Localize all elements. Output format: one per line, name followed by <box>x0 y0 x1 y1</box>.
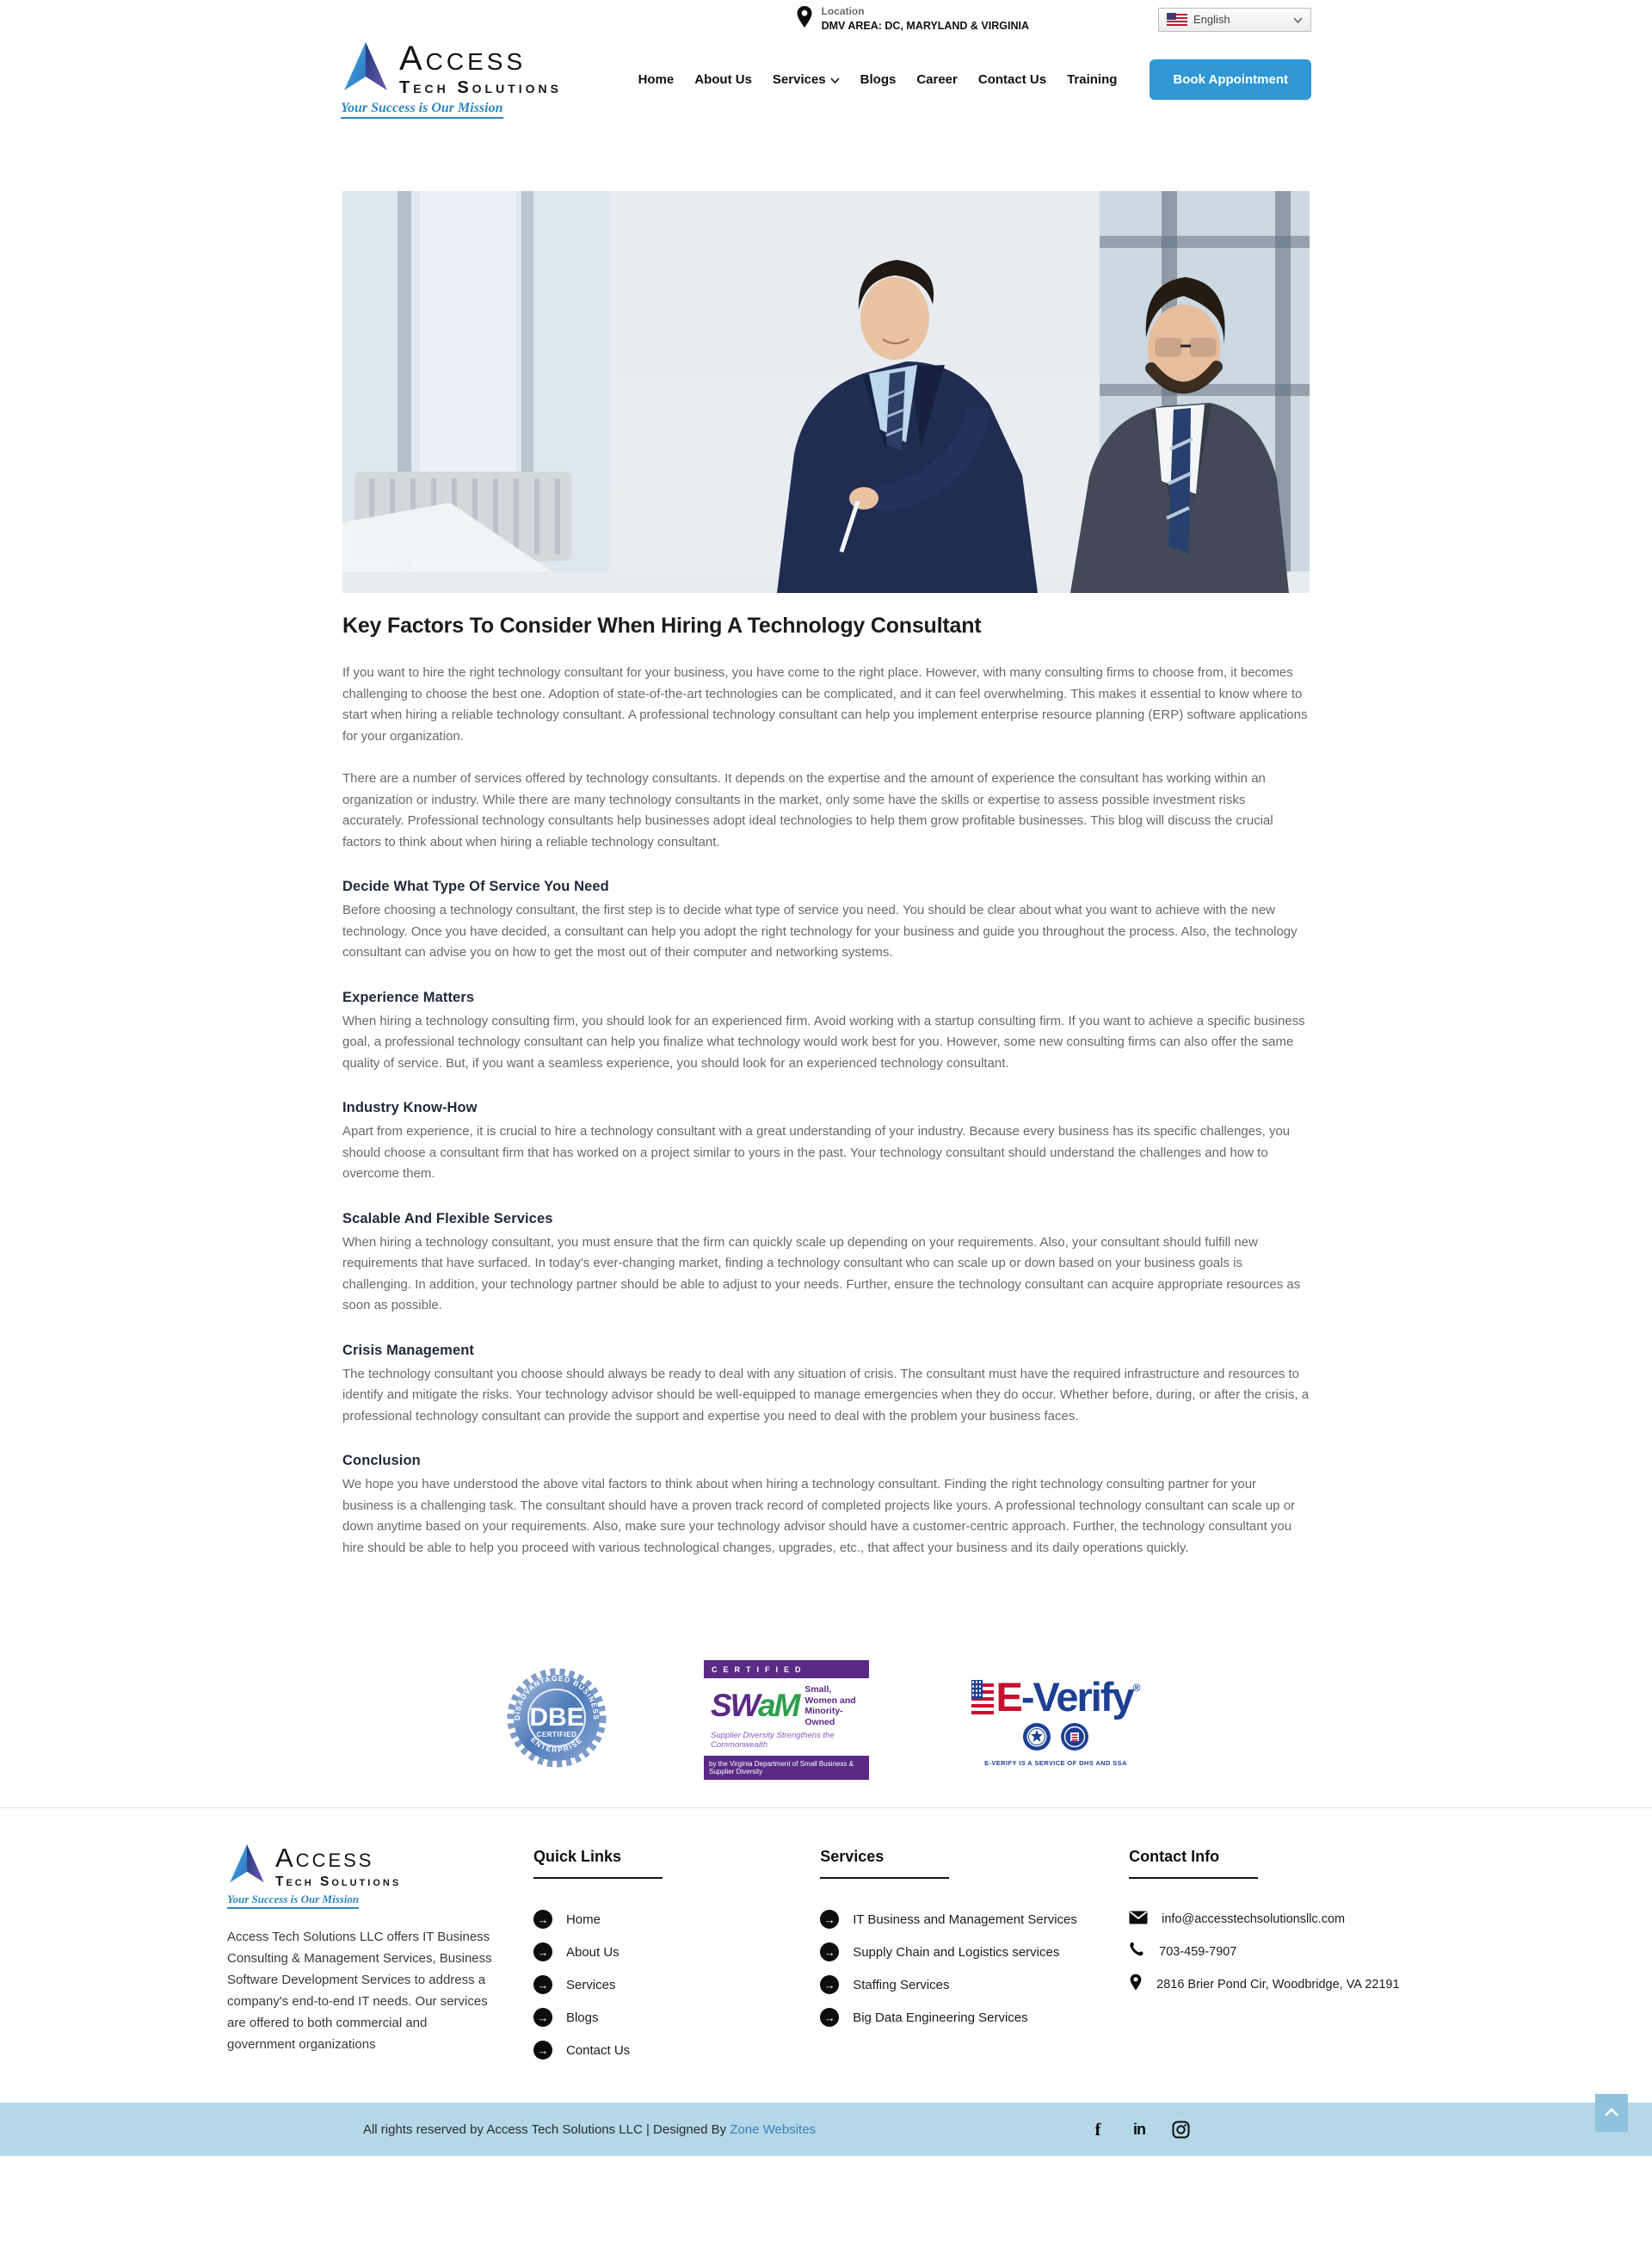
contact-phone[interactable]: 703-459-7907 <box>1129 1942 1425 1961</box>
section-body: We hope you have understood the above vital factors to think about when hiring a technology consultant. Finding the right technology consulting partner for your business is a challenging task. The consultant should have a proven track record of completed projects like yours. A professional technology consultant can scale up or down anytime based on your requirements. Also, make sure your technology advisor should have a customer-centric approach. Further, the technology consultant you hire should be able to help you proceed with various technological changes, upgrades, etc., that affect your business and its daily operations quickly. <box>342 1477 1296 1555</box>
everify-badge <box>965 1673 1146 1767</box>
logo-line2: Tech Solutions <box>275 1874 402 1889</box>
arrow-circle-icon: → <box>820 1975 839 1994</box>
footer-about-column <box>227 1843 495 2073</box>
dbe-arc-top-text: DISADVANTAGED BUSINESS <box>512 1673 601 1721</box>
section-heading: Crisis Management <box>342 1342 474 1358</box>
ssa-seal-icon <box>1060 1722 1089 1756</box>
location-pin-icon <box>1129 1973 1143 1996</box>
instagram-icon[interactable] <box>1171 2120 1190 2139</box>
nav-item-blogs[interactable]: Blogs <box>860 72 897 87</box>
section-heading: Decide What Type Of Service You Need <box>342 879 609 894</box>
article-paragraph: If you want to hire the right technology consultant for your business, you have come to the right place. However, with many consulting firms to choose from, it becomes challenging to choose the best one. Adoption of state-of-the-art technologies can be complicated, and it can feel overwhelming. This makes it essential to know where to start when hiring a reliable technology consultant. A professional technology consultant can help you implement enterprise resource planning (ERP) software applications for your organization. <box>342 665 1308 744</box>
footer-link-home[interactable]: → Home <box>533 1910 732 1929</box>
footer <box>0 1807 1652 2103</box>
article-paragraph: There are a number of services offered by technology consultants. It depends on the expertise and the amount of experience the consultant has working within an organization or industry. While there are many technology consultants in the market, only some have the skills or expertise to assess possible investment risks accurately. Professional technology consultants help businesses adopt ideal technologies to help them grow profitable businesses. This blog will discuss the crucial factors to think about when hiring a reliable technology consultant. <box>342 771 1273 849</box>
location-block <box>796 5 1029 34</box>
logo-tagline: Your Success is Our Mission <box>341 101 503 119</box>
section-body: The technology consultant you choose should always be ready to deal with any situation of crisis. The consultant must have the required infrastructure and resources to identify and mitigate the risks. Your technology advisor should be well-equipped to manage emergencies when they do occur. Whether before, during, or after the crisis, a professional technology consultant can provide the support and expertise you need to deal with the problem your business faces. <box>342 1366 1310 1424</box>
footer-service-big-data[interactable]: → Big Data Engineering Services <box>820 2008 1103 2027</box>
footer-link-blogs[interactable]: → Blogs <box>533 2008 732 2027</box>
arrow-circle-icon: → <box>533 1975 552 1994</box>
logo-line2: Tech Solutions <box>399 78 563 97</box>
certification-badges <box>0 1660 1652 1780</box>
logo-line1: Access <box>275 1842 374 1873</box>
quick-links-title: Quick Links <box>533 1848 732 1879</box>
arrow-circle-icon: → <box>820 1910 839 1929</box>
article-title: Key Factors To Consider When Hiring A Technology Consultant <box>342 614 982 638</box>
chevron-down-icon <box>830 72 840 87</box>
copyright-text: All rights reserved by Access Tech Solutions LLC | Designed By Zone Websites <box>362 2121 817 2137</box>
footer-link-services[interactable]: → Services <box>533 1975 732 1994</box>
language-value: English <box>1193 13 1230 26</box>
arrow-circle-icon: → <box>533 2041 552 2060</box>
nav-item-training[interactable]: Training <box>1067 72 1118 87</box>
contact-email[interactable]: info@accesstechsolutionsllc.com <box>1129 1910 1425 1929</box>
phone-icon <box>1129 1942 1145 1962</box>
chevron-up-icon <box>1605 2105 1618 2121</box>
swam-certified-label: CERTIFIED <box>704 1660 869 1678</box>
nav-item-home[interactable]: Home <box>638 72 675 87</box>
topbar <box>0 0 1652 34</box>
nav-item-contact-us[interactable]: Contact Us <box>977 72 1047 87</box>
bottom-bar <box>0 2103 1652 2156</box>
chevron-down-icon <box>1293 12 1303 28</box>
section-body: When hiring a technology consulting firm, you should look for an experienced firm. Avoid working with a startup consulting firm. If you want to achieve a specific business goal, a professional technology consultant can help you finalize what technology would work best for you. However, some new consulting firms can also offer the same quality of service. But, if you want a seamless experience, you should look for an experienced technology consultant. <box>342 1013 1305 1071</box>
location-value: DMV AREA: DC, MARYLAND & VIRGINIA <box>821 20 1029 32</box>
linkedin-icon[interactable]: in <box>1133 2120 1145 2138</box>
dbe-main-text: DBE <box>529 1703 584 1732</box>
footer-link-about-us[interactable]: → About Us <box>533 1942 732 1961</box>
location-label: Location <box>821 5 865 17</box>
dbe-certified-text: CERTIFIED <box>536 1731 577 1738</box>
us-flag-icon <box>1167 13 1187 26</box>
services-title: Services <box>820 1848 1103 1879</box>
section-heading: Conclusion <box>342 1453 421 1468</box>
footer-quick-links-column <box>533 1843 732 2073</box>
arrow-circle-icon: → <box>820 2008 839 2027</box>
section-body: Before choosing a technology consultant, the first step is to decide what type of service you need. You should be clear about what you want to achieve with the new technology. Once you have decided, a consultant can help you adopt the right technology for your business and guide you throughout the process. Also, the technology consultant can advise you on how to get the most out of their computer and networking systems. <box>342 903 1298 960</box>
everify-wordmark: -Verify <box>1020 1674 1133 1720</box>
social-links <box>1088 2120 1190 2139</box>
swam-descriptor: Small, Women and Minority-Owned <box>804 1684 856 1727</box>
everify-caption: E-VERIFY IS A SERVICE OF DHS AND SSA <box>984 1759 1127 1767</box>
footer-services-column <box>820 1843 1103 2073</box>
nav-item-services[interactable]: Services <box>773 72 840 87</box>
section-body: Apart from experience, it is crucial to hire a technology consultant with a great understanding of your industry. Because every business has its specific challenges, you should choose a consultant firm that has worked on a project similar to yours in the past. Your technology consultant should understand the challenges and how to overcome them. <box>342 1124 1291 1181</box>
everify-e: E <box>996 1674 1021 1720</box>
dbe-arc-bottom-text: ENTERPRISE <box>528 1735 585 1755</box>
envelope-icon <box>1129 1911 1148 1929</box>
scroll-to-top-button[interactable] <box>1595 2094 1628 2132</box>
swam-tagline: Supplier Diversity Strengthens the Commonwealth <box>711 1731 835 1750</box>
site-logo[interactable] <box>341 40 562 119</box>
arrow-circle-icon: → <box>533 2008 552 2027</box>
facebook-icon[interactable]: f <box>1094 2118 1101 2140</box>
footer-service-it-business[interactable]: → IT Business and Management Services <box>820 1910 1103 1929</box>
nav-item-career[interactable]: Career <box>916 72 958 87</box>
logo-tagline: Your Success is Our Mission <box>227 1893 359 1909</box>
footer-about-text: Access Tech Solutions LLC offers IT Business Consulting & Management Services, Business Software Development Services to address a company's end-to-end IT needs. Our services are offered to both commercial and government organizations <box>227 1930 492 2052</box>
logo-triangle-icon <box>341 40 391 98</box>
swam-certified-badge <box>704 1660 869 1780</box>
swam-wordmark: SWaM <box>711 1688 799 1723</box>
section-body: When hiring a technology consultant, you must ensure that the firm can quickly scale up depending on your requirements. Also, your consultant should fulfill new requirements that have surfaced. In today's ever-changing market, finding a technology consultant who can scale up or down based on your business goals is challenging. In addition, your technology partner should be able to adjust to your needs. Further, ensure the technology consultant can acquire appropriate resources as soon as possible. <box>342 1234 1301 1312</box>
location-pin-icon <box>796 5 813 34</box>
hero-illustration <box>342 191 1310 593</box>
book-appointment-button[interactable]: Book Appointment <box>1150 59 1311 100</box>
contact-info-title: Contact Info <box>1129 1848 1425 1879</box>
logo-triangle-icon <box>227 1843 267 1890</box>
language-selector[interactable] <box>1158 8 1311 32</box>
footer-contact-column <box>1129 1843 1425 2073</box>
nav-item-about-us[interactable]: About Us <box>694 72 752 87</box>
hero-image <box>342 191 1310 593</box>
section-heading: Industry Know-How <box>342 1100 478 1115</box>
article <box>342 614 1310 1559</box>
logo-line1: Access <box>399 40 527 77</box>
swam-footer: by the Virginia Department of Small Business & Supplier Diversity <box>704 1756 869 1780</box>
footer-service-supply-chain[interactable]: → Supply Chain and Logistics services <box>820 1942 1103 1961</box>
main-navigation <box>341 40 1311 119</box>
dhs-seal-icon <box>1022 1722 1051 1756</box>
everify-flag-icon <box>971 1680 994 1714</box>
section-heading: Scalable And Flexible Services <box>342 1210 553 1226</box>
arrow-circle-icon: → <box>533 1910 552 1929</box>
arrow-circle-icon: → <box>533 1942 552 1961</box>
footer-link-contact-us[interactable]: → Contact Us <box>533 2041 732 2060</box>
section-heading: Experience Matters <box>342 989 475 1005</box>
designer-link[interactable]: Zone Websites <box>730 2121 817 2137</box>
footer-logo <box>227 1843 401 1909</box>
contact-address[interactable]: 2816 Brier Pond Cir, Woodbridge, VA 22191 <box>1129 1975 1425 1994</box>
dbe-certified-badge <box>506 1667 607 1773</box>
everify-registered-mark: ® <box>1132 1682 1141 1694</box>
arrow-circle-icon: → <box>820 1942 839 1961</box>
footer-service-staffing[interactable]: → Staffing Services <box>820 1975 1103 1994</box>
